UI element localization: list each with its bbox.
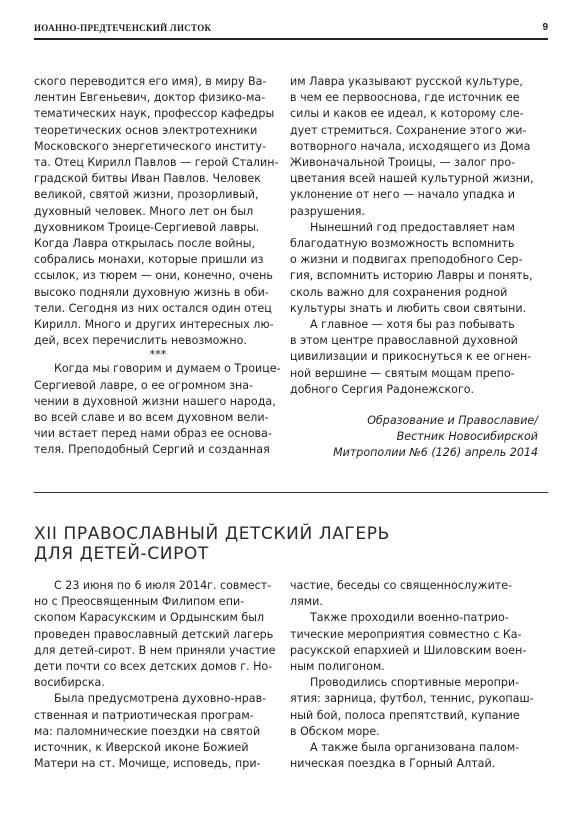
article-paragraph: [34, 361, 282, 458]
text-line: цветания всей нашей культурной жизни,: [290, 172, 534, 186]
text-line: лентин Евгеньевич, доктор физико-ма-: [34, 91, 266, 105]
text-line: Сергиевой лавре, о ее огромном зна-: [34, 378, 254, 392]
article-paragraph: [290, 317, 538, 398]
camp-article-right-column: [290, 578, 538, 772]
text-line: во всей славе и во всем духовном вели-: [34, 411, 269, 425]
text-line: ятия: зарница, футбол, теннис, рукопаш-: [290, 692, 534, 706]
text-line: Кирилл. Много и других интересных лю-: [34, 318, 274, 332]
text-line: частие, беседы со священнослужите-: [290, 579, 513, 592]
source-line: Вестник Новосибирской: [396, 430, 538, 444]
text-line: ническая поездка в Горный Алтай.: [290, 757, 496, 771]
text-line: ссылок, из тюрем — они, конечно, очень: [34, 269, 273, 283]
text-line: источник, к Иверской иконе Божией: [34, 741, 249, 755]
text-line: скопом Карасукским и Ордынским был: [34, 611, 265, 625]
text-line: теля. Преподобный Сергий и созданная: [34, 443, 270, 457]
article-title: [34, 524, 548, 564]
text-line: Когда Лавра открылась после войны,: [34, 237, 255, 251]
text-line: ма: паломнические поездки на святой: [34, 724, 261, 738]
text-line: А главное — хотя бы раз побывать: [310, 318, 515, 332]
text-line: дует стремиться. Сохранение этого жи-: [290, 123, 527, 137]
header-rule: [34, 38, 548, 40]
camp-article-left-column: [34, 578, 282, 772]
title-line: XII ПРАВОСЛАВНЫЙ ДЕТСКИЙ ЛАГЕРЬ: [34, 524, 390, 544]
text-line: Матери на ст. Мочище, исповедь, при-: [34, 757, 261, 771]
text-line: Когда мы говорим и думаем о Троице-: [54, 362, 281, 376]
text-line: ной вершине — святым мощам препо-: [290, 366, 515, 380]
text-line: дей, всех перечислить невозможно.: [34, 334, 247, 348]
publication-title: ИОАННО-ПРЕДТЕЧЕНСКИЙ ЛИСТОК: [34, 23, 212, 33]
text-line: С 23 июня по 6 июля 2014г. совмест-: [54, 579, 272, 592]
article-paragraph: [290, 675, 538, 740]
text-line: в этом центре православной духовной: [290, 334, 518, 348]
text-line: проведен православный детский лагерь: [34, 627, 274, 641]
section-divider: [34, 492, 548, 493]
text-line: чии встает перед нами образ ее основа-: [34, 427, 272, 441]
article-paragraph: [290, 740, 538, 772]
text-line: благодатную возможность вспомнить: [290, 237, 515, 251]
article-paragraph: [34, 691, 282, 772]
text-line: Также проходили военно-патрио-: [310, 611, 509, 625]
source-line: Образование и Православие/: [367, 414, 538, 428]
article-paragraph: [34, 578, 282, 691]
article-paragraph: [290, 610, 538, 675]
text-line: им Лавра указывают русской культуре,: [290, 75, 523, 88]
text-line: та. Отец Кирилл Павлов — герой Сталин-: [34, 156, 279, 170]
title-line: ДЛЯ ДЕТЕЙ-СИРОТ: [34, 544, 209, 564]
text-line: ный бой, полоса препятствий, купание: [290, 708, 520, 722]
text-line: дети почти со всех детских домов г. Но-: [34, 660, 273, 674]
text-line: ным полигоном.: [290, 660, 385, 674]
article-source: [290, 413, 538, 462]
text-line: Нынешний год предоставляет нам: [310, 220, 515, 234]
text-line: восибирска.: [34, 676, 105, 690]
text-line: Была предусмотрена духовно-нрав-: [54, 692, 267, 706]
text-line: добного Сергия Радонежского.: [290, 382, 475, 396]
text-line: ского переводится его имя), в миру Ва-: [34, 75, 267, 88]
article-left-column: [34, 74, 282, 459]
text-line: о жизни и подвигах преподобного Сер-: [290, 253, 523, 267]
text-line: культуры знать и любить свои святыни.: [290, 301, 527, 315]
text-line: тические мероприятия совместно с Ка-: [290, 627, 522, 641]
text-line: лями.: [290, 595, 323, 609]
page-header: [34, 20, 548, 44]
article-paragraph: [290, 220, 538, 317]
article-right-column: [290, 74, 538, 462]
text-line: для детей-сирот. В нем приняли участие: [34, 643, 276, 657]
source-line: Митрополии №6 (126) апрель 2014: [333, 446, 538, 460]
text-line: Московского энергетического институ-: [34, 139, 267, 153]
text-line: чении в духовной жизни нашего народа,: [34, 394, 276, 408]
article-paragraph: [34, 74, 282, 349]
text-line: духовный человек. Много лет он был: [34, 204, 254, 218]
text-line: Живоначальной Троицы, — залог про-: [290, 156, 516, 170]
text-line: цивилизации и прикоснуться к ее огнен-: [290, 350, 532, 364]
text-line: расукской епархией и Шиловским воен-: [290, 643, 527, 657]
text-line: А также была организована палом-: [310, 741, 520, 755]
text-line: высоко подняли духовную жизнь в оби-: [34, 285, 269, 299]
text-line: тели. Сегодня из них остался один отец: [34, 301, 272, 315]
text-line: в Обском море.: [290, 724, 380, 738]
text-line: ственная и патриотическая програм-: [34, 708, 254, 722]
text-line: разрушения.: [290, 204, 365, 218]
page-number: 9: [542, 22, 548, 33]
text-line: в чем ее первооснова, где источник ее: [290, 91, 520, 105]
text-line: уклонение от него — начало упадка и: [290, 188, 515, 202]
text-line: вотворного начала, исходящего из Дома: [290, 139, 531, 153]
text-line: тематических наук, профессор кафедры: [34, 107, 275, 121]
text-line: градской битвы Иван Павлов. Человек: [34, 172, 261, 186]
text-line: сколь важно для сохранения родной: [290, 285, 508, 299]
article-paragraph: [290, 74, 538, 220]
text-line: теоретических основ электротехники: [34, 123, 258, 137]
text-line: духовником Троице-Сергиевой лавры.: [34, 220, 260, 234]
text-line: силы и каков ее идеал, к которому сле-: [290, 107, 524, 121]
article-paragraph: [290, 578, 538, 610]
section-separator: ***: [149, 348, 167, 362]
text-line: великой, святой жизни, прозорливый,: [34, 188, 259, 202]
text-line: гия, вспомнить историю Лавры и понять,: [290, 269, 533, 283]
text-line: Проводились спортивные меропри-: [310, 676, 520, 690]
text-line: но с Преосвященным Филипом епи-: [34, 595, 245, 609]
text-line: собрались монахи, которые пришли из: [34, 253, 264, 267]
